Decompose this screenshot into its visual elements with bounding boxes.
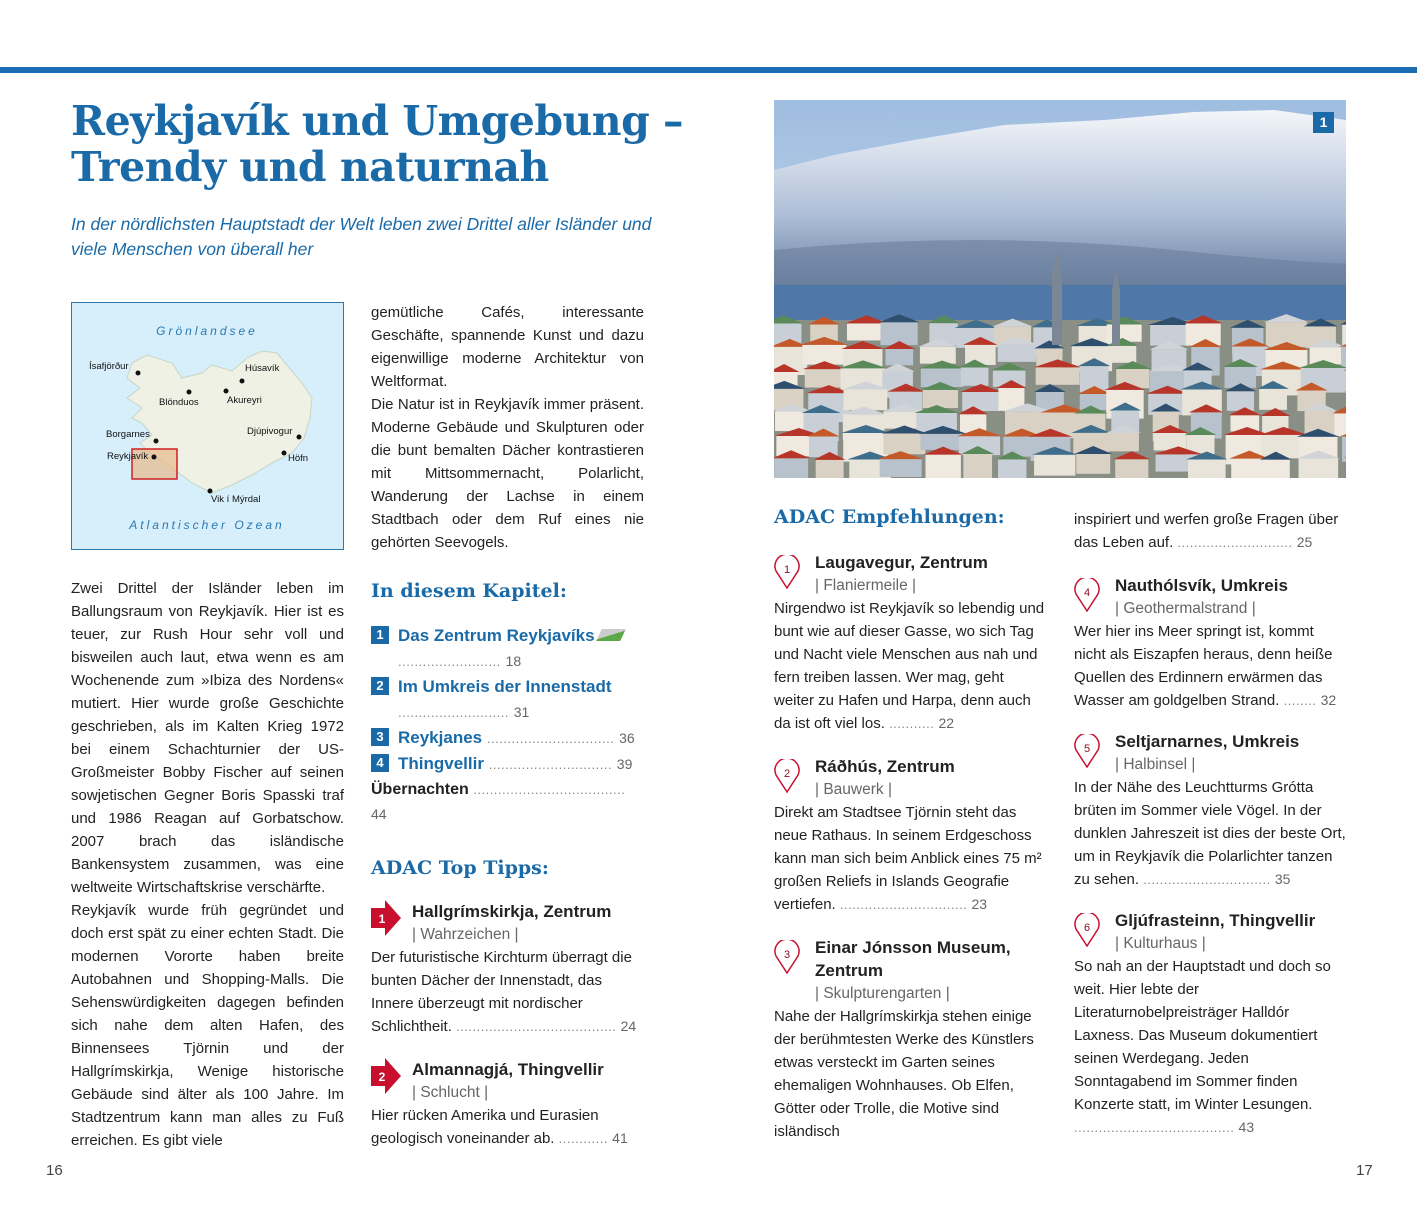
rec-title: Laugavegur, Zentrum (815, 553, 988, 572)
recommendation (774, 936, 1047, 1143)
tip-number: 2 (378, 1070, 386, 1084)
photo-house (774, 458, 808, 478)
rec-page: 25 (1296, 534, 1313, 550)
rec-page: 35 (1274, 871, 1291, 887)
chapter-toc (371, 623, 644, 827)
leader-dots: ......................... (398, 654, 501, 669)
rec-category: | Geothermalstrand | (1115, 600, 1256, 617)
iceland-map (71, 302, 344, 550)
photo-house (1109, 346, 1137, 363)
photo-house (965, 345, 996, 365)
rec-text: Direkt am Stadtsee Tjörnin steht das neue Rathaus. In seinem Erdgeschoss kann man sich beim Anblick eines 75 m² großen Reliefs in Islands Geografie vertiefen. (774, 804, 1042, 913)
leader-dots: ....................................... (1074, 1120, 1235, 1135)
photo-house (1227, 391, 1254, 411)
red-arrow-icon (371, 1058, 401, 1094)
body-paragraph: Reykjavík wurde früh gegründet und doch erst spät zu einer echten Stadt. Die modernen Vororte haben breite Autobahnen und Shopping-Malls. Die Sehenswürdigkeiten dagegen befinden sich nahe dem alten Hafen, des Binnensees Tjörnin und der Hallgrímskirkja, Wenige historische Gebäude sind älter als 100 Jahre. Im Stadtzentrum kann man alles zu Fuß erreichen. Es gibt viele (71, 902, 344, 1149)
red-arrow-icon (371, 900, 401, 936)
rec-text: inspiriert und werfen große Fragen über das Leben auf. (1074, 511, 1339, 551)
toc-label: Thingvellir (398, 754, 484, 773)
photo-house (962, 392, 999, 411)
toc-page: 36 (619, 730, 635, 746)
photo-house (998, 345, 1036, 362)
rec-category: | Bauwerk | (815, 781, 892, 798)
photo-house (1076, 454, 1110, 474)
rec-text: In der Nähe des Leuchtturms Grótta brüten im Sommer viele Vögel. In der dunklen Jahreszeit ist dies der beste Ort, um in Reykjavík die Polarlichter tanzen zu sehen. (1074, 779, 1346, 888)
recommendations-column-2 (1074, 508, 1347, 1153)
leader-dots: ....................................... (456, 1019, 617, 1034)
leader-dots: ........ (1283, 693, 1317, 708)
rec-title: Einar Jónsson Museum, Zentrum (815, 938, 1011, 980)
map-pin-icon (1074, 578, 1100, 612)
photo-house (1036, 367, 1080, 384)
tip-text: Der futuristische Kirchturm überragt die bunten Dächer der Innenstadt, das Innere überzeugt mit nordischer Schlichtheit. (371, 949, 632, 1035)
photo-house (963, 454, 992, 478)
top-tip (371, 1058, 644, 1150)
photo-number-badge: 1 (1313, 112, 1334, 133)
map-pin-icon (774, 555, 800, 589)
pin-number: 2 (783, 768, 791, 780)
photo-house (880, 459, 922, 477)
toc-number: 2 (371, 677, 389, 695)
tip-page: 41 (612, 1130, 628, 1146)
toc-page: 31 (513, 704, 530, 720)
recommendation-continued (1074, 508, 1347, 554)
photo-house (816, 460, 844, 478)
top-rule (0, 67, 1417, 73)
recommendation (774, 755, 1047, 916)
rec-text: Nahe der Hallgrímskirkja stehen einige der berühmtesten Werke des Künstlers etwas versteckt im Garten seines ehemaligen Wohnhauses. Ob Elfen, Götter oder Trolle, die Motive sind isländisch (774, 1008, 1034, 1140)
rec-title: Nauthólsvík, Umkreis (1115, 576, 1288, 595)
photo-house (998, 459, 1026, 478)
photo-house (886, 349, 914, 365)
rec-category: | Skulpturengarten | (815, 985, 950, 1002)
recommendations-column-1 (774, 506, 1047, 1157)
rec-text: Wer hier ins Meer springt ist, kommt nicht als Eiszapfen heraus, denn heiße Quellen des Erdinnern erwärmen das Wasser am goldgelben Strand. (1074, 623, 1333, 709)
photo-house (923, 390, 958, 408)
leader-dots: ............................... (486, 731, 615, 746)
rec-category: | Halbinsel | (1115, 756, 1196, 773)
body-column-1 (71, 577, 344, 1152)
body-column-2 (371, 301, 644, 1164)
rec-page: 22 (938, 715, 955, 731)
leader-dots: ........... (889, 716, 935, 731)
map-place: Djúpivogur (247, 426, 293, 437)
pin-number: 5 (1083, 743, 1091, 755)
recommendation (1074, 909, 1347, 1139)
map-pin-icon (774, 940, 800, 974)
photo-house (1259, 389, 1287, 410)
photo-house (1299, 459, 1339, 478)
rec-page: 43 (1238, 1119, 1255, 1135)
photo-house (1108, 433, 1139, 451)
map-pin-icon (774, 759, 800, 793)
recommendation (1074, 574, 1347, 712)
map-pin-icon (1074, 734, 1100, 768)
photo-house (961, 368, 989, 386)
leader-dots: ............ (558, 1131, 608, 1146)
toc-number: 4 (371, 754, 389, 772)
body-paragraph: Die Natur ist in Reykjavík immer präsent. Moderne Gebäude und Skulpturen oder die bunt bemalten Dächer kontrastieren mit Mittsommernacht, Polarlicht, Wanderung der Lachse in einem Stadtbach oder dem Ruf eines nie gehörten Seevogels. (371, 396, 644, 551)
tip-text: Hier rücken Amerika und Eurasien geologisch voneinander ab. (371, 1107, 599, 1147)
leader-dots: ............................... (1143, 872, 1271, 887)
toc-number: 1 (371, 626, 389, 644)
pin-number: 1 (783, 564, 791, 576)
photo-house (1115, 459, 1148, 478)
top-tip (371, 900, 644, 1038)
leader-dots: ............................ (1177, 535, 1293, 550)
photo-house (1342, 325, 1346, 346)
toc-item[interactable] (371, 725, 644, 751)
photo-house (1188, 460, 1226, 478)
rec-title: Gljúfrasteinn, Thingvellir (1115, 911, 1316, 930)
photo-house (1262, 460, 1290, 478)
toc-item[interactable] (371, 623, 644, 674)
toc-page: 18 (505, 653, 522, 669)
title-line-1: Reykjavík und Umgebung – (71, 97, 684, 145)
title-line-2: Trendy und naturnah (71, 143, 549, 191)
photo-house (1034, 455, 1075, 476)
map-sheet-icon (596, 629, 626, 641)
page-title (71, 98, 711, 190)
reykjavik-photo (774, 100, 1346, 478)
pin-number: 4 (1083, 587, 1091, 599)
rec-text: So nah an der Hauptstadt und doch so weit. Hier lebte der Literaturnobelpreisträger Halldór Laxness. Das Museum dokumentiert seinen Werdegang. Jeden Sonntagabend im Sommer finden Konzerte statt, im Winter Lesungen. (1074, 958, 1331, 1113)
recommendations-heading: ADAC Empfehlungen: (774, 506, 1005, 528)
photo-house (847, 323, 886, 340)
subtitle: In der nördlichsten Hauptstadt der Welt leben zwei Drittel aller Isländer und viele Menschen von überall her (71, 214, 652, 259)
toc-label: Übernachten (371, 781, 469, 798)
rec-category: | Flaniermeile | (815, 577, 917, 594)
toc-item[interactable] (371, 751, 644, 777)
leader-dots: .............................. (488, 757, 613, 772)
tip-title: Almannagjá, Thingvellir (412, 1060, 604, 1079)
map-place: Húsavík (245, 363, 280, 374)
photo-house (1334, 413, 1346, 436)
leader-dots: ............................... (839, 897, 968, 912)
toc-page: 39 (616, 756, 633, 772)
photo-house (920, 347, 956, 364)
recommendation (1074, 730, 1347, 891)
tip-page: 24 (620, 1018, 637, 1034)
photo-house (883, 433, 925, 454)
toc-item-overnight[interactable] (371, 777, 644, 827)
map-label-ocean: Atlantischer Ozean (129, 518, 285, 532)
tip-category: | Wahrzeichen | (412, 926, 519, 943)
rec-title: Seltjarnarnes, Umkreis (1115, 732, 1300, 751)
map-place: Ísafjörður (89, 361, 129, 372)
rec-page: 23 (971, 896, 988, 912)
toc-item[interactable] (371, 674, 644, 725)
pin-number: 3 (783, 949, 791, 961)
map-label-north-sea: Grönlandsee (156, 324, 258, 338)
leader-dots: ..................................... (473, 782, 626, 797)
map-place: Borgarnes (106, 429, 150, 440)
rec-category: | Kulturhaus | (1115, 935, 1206, 952)
body-paragraph: gemütliche Cafés, interessante Geschäfte, spannende Kunst und dazu eigenwillige moderne Architektur von Weltformat. (371, 304, 644, 390)
chapter-heading: In diesem Kapitel: (371, 580, 567, 602)
map-place: Blönduos (159, 397, 199, 408)
map-place: Akureyri (227, 395, 262, 406)
photo-house (805, 369, 845, 387)
tip-category: | Schlucht | (412, 1084, 489, 1101)
rec-page: 32 (1320, 692, 1337, 708)
page-number-left: 16 (46, 1162, 63, 1179)
tip-title: Hallgrímskirkja, Zentrum (412, 902, 612, 921)
rec-text: Nirgendwo ist Reykjavík so lebendig und bunt wie auf dieser Gasse, wo sich Tag und Nacht viele Menschen aus nah und fern treiben lassen. Wer mag, geht weiter zu Hafen und Harpa, denn auch da ist oft viel los. (774, 600, 1045, 732)
map-place: Vik í Mýrdal (211, 494, 261, 505)
toc-label: Das Zentrum Reykjavíks (398, 626, 595, 645)
leader-dots: ........................... (398, 705, 510, 720)
tip-number: 1 (378, 912, 386, 926)
toc-label: Im Umkreis der Innenstadt (398, 677, 612, 696)
page-number-right: 17 (1356, 1162, 1373, 1179)
recommendation (774, 551, 1047, 735)
body-paragraph: Zwei Drittel der Isländer leben im Ballungsraum von Reykjavík. Hier ist es teuer, zur Rush Hour sehr voll und bisweilen auch laut, etwa wenn es am Wochenende zum »Ibiza des Nordens« mutiert. Hier wurde große Geschichte geschrieben, als im Kalten Krieg 1972 bei einem Schachturnier der US-Großmeister Bobby Fischer auf seinen sowjetischen Gegner Boris Spasski traf und 1986 Reagan auf Gorbatschow. 2007 brach das isländische Bankensystem zusammen, was eine weltweite Wirtschaftskrise verschärfte. (71, 580, 344, 896)
map-place: Höfn (288, 453, 309, 464)
map-place: Reykjavík (107, 451, 149, 462)
top-tips-heading: ADAC Top Tipps: (371, 857, 549, 879)
pin-number: 6 (1083, 922, 1091, 934)
map-pin-icon (1074, 913, 1100, 947)
photo-house (925, 455, 960, 478)
toc-page: 44 (371, 806, 387, 822)
photo-house (1342, 437, 1346, 462)
toc-label: Reykjanes (398, 728, 483, 747)
toc-number: 3 (371, 728, 389, 746)
rec-title: Ráðhús, Zentrum (815, 757, 955, 776)
